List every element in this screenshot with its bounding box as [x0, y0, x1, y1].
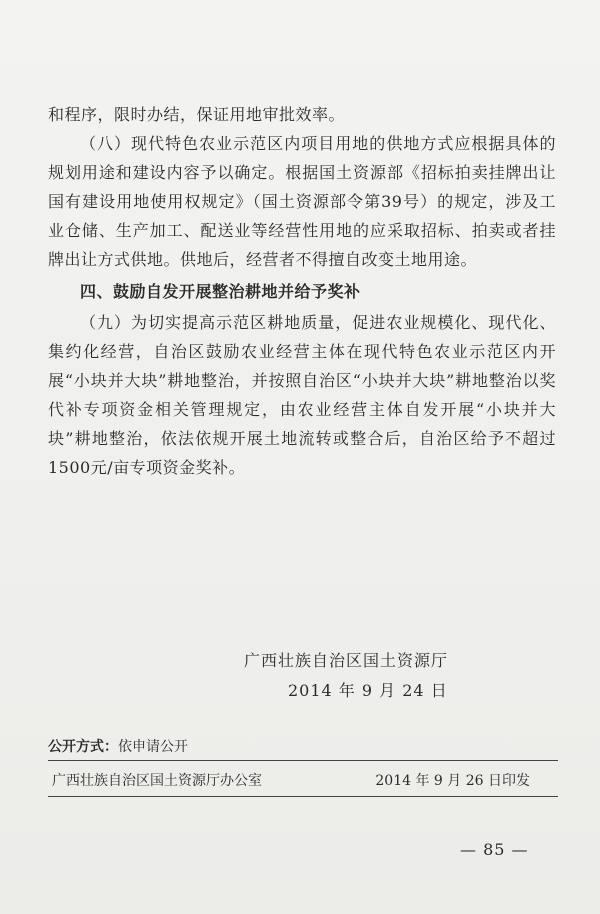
- document-body: [48, 100, 556, 482]
- disclosure-line: [48, 736, 558, 761]
- paragraph-item-8: （八）现代特色农业示范区内项目用地的供地方式应根据具体的规划用途和建设内容予以确定。根据国土资源部《招标拍卖挂牌出让国有建设用地使用权规定》（国土资源部令第39号）的规定，涉及工业仓储、生产加工、配送业等经营性用地的应采取招标、拍卖或者挂牌出让方式供地。供地后，经营者不得擅自改变土地用途。: [48, 134, 556, 269]
- signature-date: 2014 年 9 月 24 日: [288, 681, 448, 700]
- signature-organization: 广西壮族自治区国土资源厅: [244, 651, 449, 670]
- section-heading-4: 四、鼓励自发开展整治耕地并给予奖补: [80, 282, 361, 301]
- imprint-office: 广西壮族自治区国土资源厅办公室: [52, 773, 262, 789]
- disclosure-label: 公开方式：: [48, 739, 118, 755]
- disclosure-value: 依申请公开: [118, 739, 188, 755]
- imprint-line: [48, 766, 558, 797]
- imprint-date: 2014 年 9 月 26 日印发: [375, 773, 530, 789]
- paragraph-continuation: 和程序，限时办结，保证用地审批效率。: [48, 105, 346, 124]
- paragraph-item-9: （九）为切实提高示范区耕地质量，促进农业规模化、现代化、集约化经营，自治区鼓励农业经营主体在现代特色农业示范区内开展“小块并大块”耕地整治，并按照自治区“小块并大块”耕地整治以奖代补专项资金相关管理规定，由农业经营主体自发开展“小块并大块”耕地整治，依法依规开展土地流转或整合后，自治区给予不超过1500元/亩专项资金奖补。: [48, 313, 556, 477]
- page-number: — 85 —: [460, 840, 529, 859]
